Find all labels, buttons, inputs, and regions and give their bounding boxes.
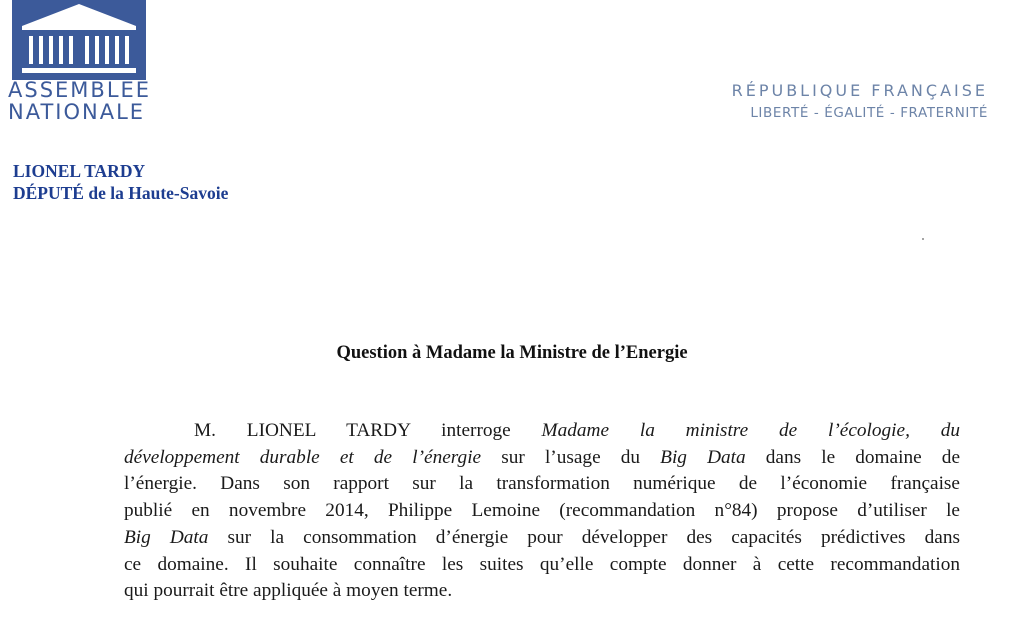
- deputy-title: DÉPUTÉ de la Haute-Savoie: [13, 183, 229, 203]
- question-text: sur l’usage du: [481, 446, 661, 468]
- question-line: [124, 578, 960, 605]
- question-text-italic: développement durable et de l’énergie: [124, 446, 482, 468]
- question-line: [124, 498, 960, 525]
- question-text-italic: Big Data: [660, 446, 746, 468]
- question-text: ce domaine. Il souhaite connaître les suites qu’elle compte donner à cette recommandation: [124, 553, 960, 575]
- republic-name: RÉPUBLIQUE FRANÇAISE: [731, 81, 988, 100]
- deputy-name: LIONEL TARDY: [13, 161, 146, 181]
- scan-speck: [922, 238, 924, 240]
- assemblee-nationale-logo: [8, 0, 150, 130]
- assemblee-nationale-building-icon: [12, 0, 146, 80]
- logo-text: [8, 79, 158, 123]
- republic-motto: LIBERTÉ - ÉGALITÉ - FRATERNITÉ: [750, 105, 988, 121]
- question-text: qui pourrait être appliquée à moyen terme.: [124, 580, 453, 602]
- question-text: sur la consommation d’énergie pour développer des capacités prédictives dans: [208, 526, 960, 548]
- question-text: l’énergie. Dans son rapport sur la transformation numérique de l’économie française: [124, 473, 960, 495]
- question-line: [124, 525, 960, 552]
- deputy-block: [13, 160, 228, 204]
- logo-line-2: NATIONALE: [8, 100, 146, 124]
- question-text-italic: Big Data: [124, 526, 209, 548]
- republic-header: [732, 80, 988, 124]
- question-line: [124, 418, 960, 445]
- question-line: [124, 471, 960, 498]
- question-text-italic: Madame la ministre de l’écologie, du: [541, 420, 961, 441]
- question-body: [124, 418, 960, 605]
- question-title: Question à Madame la Ministre de l’Energie: [336, 343, 688, 363]
- question-text: publié en novembre 2014, Philippe Lemoine (recommandation n°84) propose d’utiliser le: [124, 500, 960, 522]
- question-text: dans le domaine de: [745, 446, 960, 468]
- logo-line-1: ASSEMBLÉE: [8, 78, 152, 102]
- question-line: [124, 445, 960, 472]
- question-text: M. LIONEL TARDY interroge: [194, 420, 542, 441]
- question-line: [124, 552, 960, 579]
